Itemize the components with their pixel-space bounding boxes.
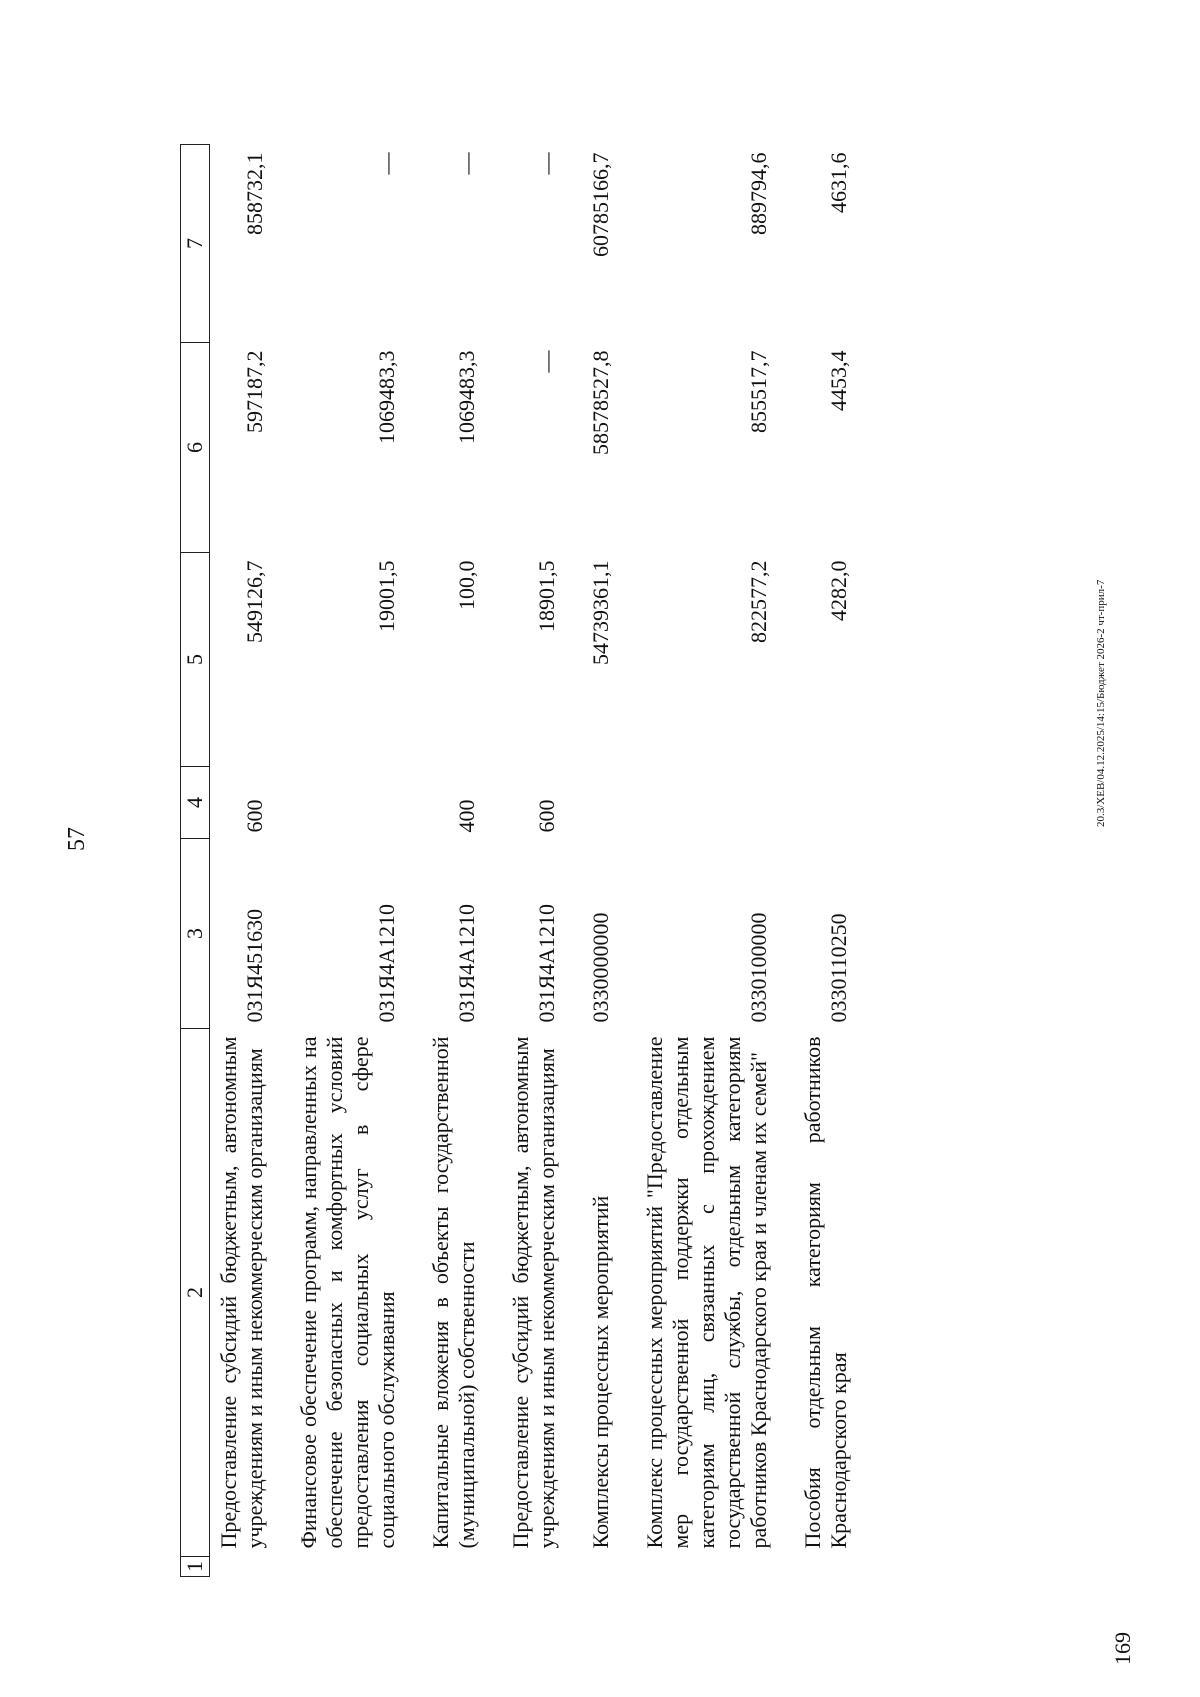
target-code: 0330000000 — [588, 912, 613, 1023]
amount-2026: 549126,7 — [242, 560, 267, 643]
table-row — [210, 145, 291, 1577]
row-number — [502, 1557, 582, 1577]
expense-type — [636, 767, 794, 839]
header-cell: 1 — [181, 1557, 210, 1577]
header-row — [181, 145, 210, 1577]
row-number — [210, 1557, 291, 1577]
item-name: Финансовое обеспечение программ, направленных на обеспечение безопасных и комфортных условий предоставления социальных услуг в сфере социального обслуживания — [296, 1036, 399, 1549]
amount-2026: 18901,5 — [534, 560, 559, 632]
row-number — [582, 1557, 636, 1577]
amount-2026: 4282,0 — [826, 560, 851, 621]
target-code: 031Я4А1210 — [374, 903, 399, 1023]
amount-2027: — — [534, 350, 559, 373]
header-cell: 6 — [181, 343, 210, 553]
amount-2027: 58578527,8 — [588, 350, 613, 455]
target-code: 031Я4А1210 — [534, 903, 559, 1023]
table-row — [582, 145, 636, 1577]
header-cell: 2 — [181, 1029, 210, 1557]
item-name: Комплексы процессных мероприятий — [588, 1195, 613, 1549]
table-row — [290, 145, 422, 1577]
row-number — [636, 1557, 794, 1577]
table-row — [636, 145, 794, 1577]
amount-2028: 858732,1 — [242, 152, 267, 235]
item-name: Капитальные вложения в объекты государственной (муниципальной) собственности — [428, 1036, 479, 1549]
budget-table — [180, 144, 874, 1577]
row-number — [290, 1557, 422, 1577]
item-name: Комплекс процессных мероприятий "Предоставление мер государственной поддержки отдельным категориям лиц, связанных с прохождением государственной службы, отдельным категориям работников Краснодарского края и членам их семей" — [642, 1036, 771, 1549]
header-cell: 5 — [181, 553, 210, 767]
amount-2026: 822577,2 — [746, 560, 771, 643]
amount-2027: 4453,4 — [826, 350, 851, 411]
expense-type — [582, 767, 636, 839]
amount-2028: — — [454, 152, 479, 175]
item-name: Пособия отдельным категориям работников Краснодарского края — [800, 1036, 851, 1549]
amount-2028: — — [534, 152, 559, 175]
expense-type: 400 — [454, 799, 479, 833]
page-number: 57 — [64, 827, 90, 851]
amount-2027: 1069483,3 — [374, 350, 399, 444]
amount-2028: 4631,6 — [826, 152, 851, 213]
expense-type — [290, 767, 422, 839]
amount-2027: 855517,7 — [746, 350, 771, 433]
row-number — [422, 1557, 502, 1577]
amount-2028: — — [374, 152, 399, 175]
target-code: 0330110250 — [826, 913, 851, 1023]
document-stamp: 20.3/ХЕВ/04.12.2025/14:15/Бюджет 2026-2 чт-прил-7 — [1095, 579, 1107, 827]
amount-2027: 597187,2 — [242, 350, 267, 433]
header-cell: 4 — [181, 767, 210, 839]
item-name: Предоставление субсидий бюджетным, автономным учреждениям и иным некоммерческим организациям — [508, 1036, 559, 1549]
row-number — [794, 1557, 874, 1577]
expense-type — [794, 767, 874, 839]
table-row — [422, 145, 502, 1577]
amount-2028: 60785166,7 — [588, 152, 613, 257]
expense-type: 600 — [534, 799, 559, 833]
target-code: 031Я4А1210 — [454, 903, 479, 1023]
amount-2028: 889794,6 — [746, 152, 771, 235]
table-row — [794, 145, 874, 1577]
amount-2026: 19001,5 — [374, 560, 399, 632]
amount-2027: 1069483,3 — [454, 350, 479, 444]
target-code: 0330100000 — [746, 912, 771, 1023]
amount-2026: 54739361,1 — [588, 560, 613, 665]
expense-type: 600 — [242, 799, 267, 833]
sheet-number: 169 — [1110, 1632, 1135, 1665]
header-cell: 3 — [181, 839, 210, 1029]
table-row — [502, 145, 582, 1577]
target-code: 031Я451630 — [242, 908, 267, 1023]
item-name: Предоставление субсидий бюджетным, автономным учреждениям и иным некоммерческим организациям — [216, 1036, 267, 1549]
header-cell: 7 — [181, 145, 210, 343]
amount-2026: 100,0 — [454, 560, 479, 610]
